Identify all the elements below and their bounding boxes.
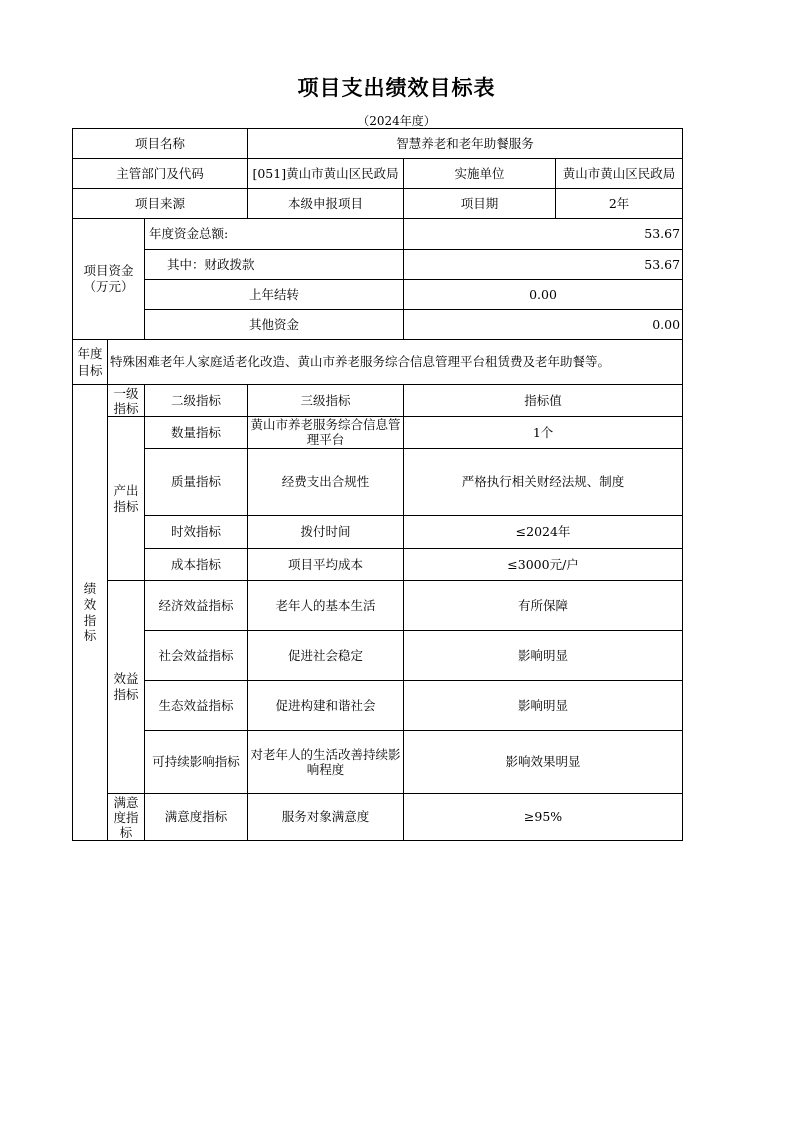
carryover-value: 0.00 [404,280,683,310]
year-label: （2024年度） [357,114,436,128]
carryover-label: 上年结转 [145,280,404,310]
value-header: 指标值 [404,385,683,417]
indicator-value: 严格执行相关财经法规、制度 [404,449,683,516]
indicator-value: 1个 [404,417,683,449]
dept-label: 主管部门及代码 [73,159,248,189]
perf-label: 绩 效 指 标 [73,385,108,841]
indicator-l3: 经费支出合规性 [248,449,404,516]
indicator-l2: 满意度指标 [145,794,248,841]
impl-unit-label: 实施单位 [404,159,556,189]
indicator-value: 有所保障 [404,581,683,631]
indicator-l3: 促进构建和谐社会 [248,681,404,731]
indicator-value: ≤2024年 [404,516,683,549]
indicator-l2: 时效指标 [145,516,248,549]
period-label: 项目期 [404,189,556,219]
indicator-value: 影响效果明显 [404,731,683,794]
indicator-l2: 成本指标 [145,549,248,581]
indicator-l3: 项目平均成本 [248,549,404,581]
other-funds-value: 0.00 [404,310,683,340]
indicator-l2: 经济效益指标 [145,581,248,631]
indicator-l2: 质量指标 [145,449,248,516]
annual-goal-value: 特殊困难老年人家庭适老化改造、黄山市养老服务综合信息管理平台租赁费及老年助餐等。 [108,340,683,385]
funds-label: 项目资金 （万元） [73,219,145,340]
indicator-l3: 黄山市养老服务综合信息管理平台 [248,417,404,449]
indicator-l2: 可持续影响指标 [145,731,248,794]
indicator-l2: 生态效益指标 [145,681,248,731]
group-output-label: 产出 指标 [108,417,145,581]
indicator-l3: 老年人的基本生活 [248,581,404,631]
lvl2-header: 二级指标 [145,385,248,417]
indicator-l2: 社会效益指标 [145,631,248,681]
annual-total-value: 53.67 [404,219,683,250]
impl-unit-value: 黄山市黄山区民政局 [556,159,683,189]
of-which-label: 其中：财政拨款 [145,250,404,280]
indicator-l3: 对老年人的生活改善持续影响程度 [248,731,404,794]
indicator-l2: 数量指标 [145,417,248,449]
group-benefit-label: 效益 指标 [108,581,145,794]
group-satisfaction-label: 满意 度指 标 [108,794,145,841]
indicator-value: 影响明显 [404,681,683,731]
performance-table [72,128,683,841]
indicator-l3: 拨付时间 [248,516,404,549]
project-name-label: 项目名称 [73,129,248,159]
of-which-value: 53.67 [404,250,683,280]
dept-value: [051]黄山市黄山区民政局 [248,159,404,189]
lvl1-header: 一级 指标 [108,385,145,417]
project-name-value: 智慧养老和老年助餐服务 [248,129,683,159]
indicator-l3: 促进社会稳定 [248,631,404,681]
page-title: 项目支出绩效目标表 [297,76,496,100]
annual-goal-label: 年度 目标 [73,340,108,385]
source-label: 项目来源 [73,189,248,219]
indicator-value: ≥95% [404,794,683,841]
other-funds-label: 其他资金 [145,310,404,340]
indicator-value: ≤3000元/户 [404,549,683,581]
annual-total-label: 年度资金总额: [145,219,404,250]
source-value: 本级申报项目 [248,189,404,219]
indicator-value: 影响明显 [404,631,683,681]
indicator-l3: 服务对象满意度 [248,794,404,841]
period-value: 2年 [556,189,683,219]
lvl3-header: 三级指标 [248,385,404,417]
